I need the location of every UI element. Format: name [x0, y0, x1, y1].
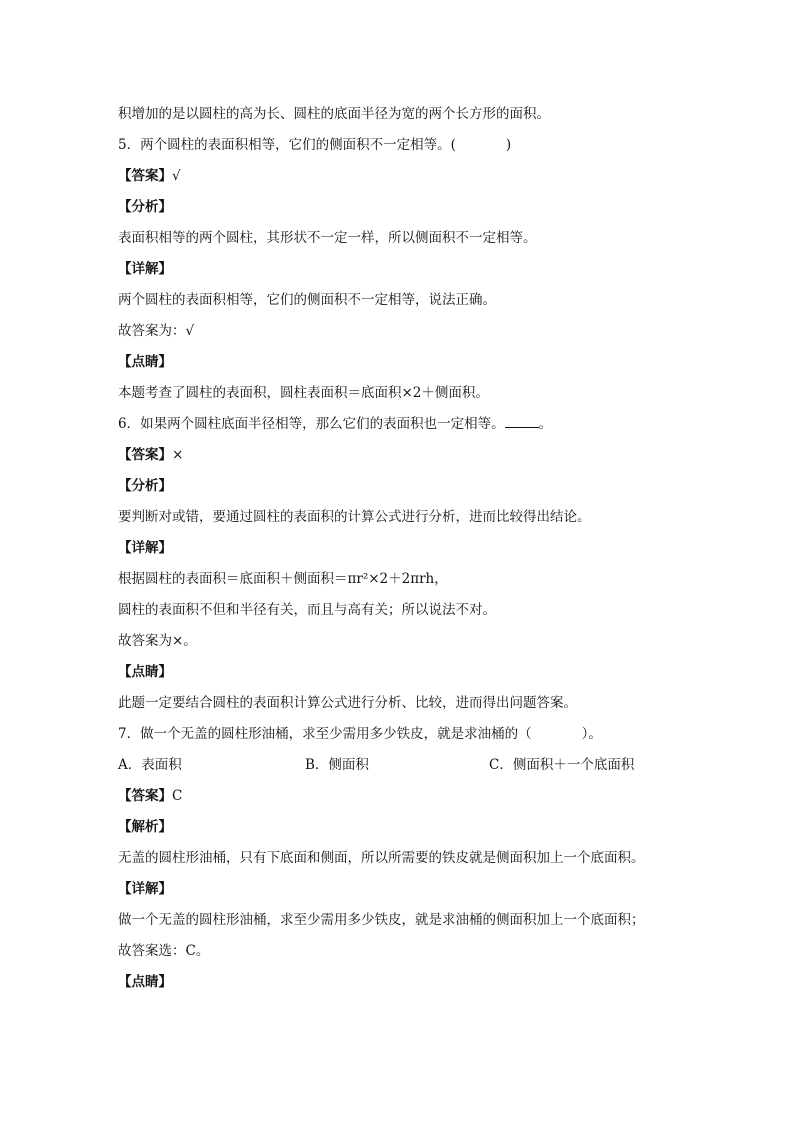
question-6 — [118, 411, 718, 442]
detail-text: 圆柱的表面积不但和半径有关，而且与高有关；所以说法不对。 — [118, 602, 496, 618]
detail-tag: 【详解】 — [118, 881, 172, 897]
question-end: 。 — [538, 416, 553, 432]
analysis-tag: 【分析】 — [118, 478, 172, 494]
detail-text: 两个圆柱的表面积相等，它们的侧面积不一定相等，说法正确。 — [118, 292, 496, 308]
option-c: C．侧面积＋一个底面积 — [489, 757, 635, 773]
option-b: B．侧面积 — [305, 757, 369, 773]
question-text: 7．做一个无盖的圆柱形油桶，求至少需用多少铁皮，就是求油桶的（ — [118, 726, 532, 742]
option-a: A．表面积 — [118, 757, 182, 773]
document-page — [118, 101, 718, 1000]
detail-text: 根据圆柱的表面积＝底面积＋侧面积＝πr²×2＋2πrh， — [118, 571, 448, 587]
analysis-text: 无盖的圆柱形油桶，只有下底面和侧面，所以所需要的铁皮就是侧面积加上一个底面积。 — [118, 850, 645, 866]
final-answer: 故答案为×。 — [118, 633, 197, 649]
point-text: 此题一定要结合圆柱的表面积计算公式进行分析、比较，进而得出问题答案。 — [118, 695, 577, 711]
point-tag: 【点睛】 — [118, 664, 172, 680]
final-answer: 故答案选：C。 — [118, 943, 210, 959]
point-text: 本题考查了圆柱的表面积，圆柱表面积＝底面积×2＋侧面积。 — [118, 385, 489, 401]
answer-blank — [505, 412, 539, 428]
analysis-text: 要判断对或错，要通过圆柱的表面积的计算公式进行分析，进而比较得出结论。 — [118, 509, 591, 525]
analysis-tag: 【解析】 — [118, 819, 172, 835]
point-tag: 【点睛】 — [118, 974, 172, 990]
options-row — [118, 752, 718, 783]
answer-value: C — [172, 788, 183, 804]
text-line: 积增加的是以圆柱的高为长、圆柱的底面半径为宽的两个长方形的面积。 — [118, 106, 550, 122]
question-text: 6．如果两个圆柱底面半径相等，那么它们的表面积也一定相等。 — [118, 416, 505, 432]
question-text: 5．两个圆柱的表面积相等，它们的侧面积不一定相等。( — [118, 137, 456, 153]
answer-tag: 【答案】 — [118, 168, 172, 184]
answer-line — [118, 783, 718, 814]
question-5 — [118, 132, 718, 163]
paren-close: ) — [505, 137, 512, 153]
final-answer: 故答案为：√ — [118, 323, 195, 339]
detail-tag: 【详解】 — [118, 261, 172, 277]
answer-line — [118, 163, 718, 194]
answer-line — [118, 442, 718, 473]
analysis-text: 表面积相等的两个圆柱，其形状不一定一样，所以侧面积不一定相等。 — [118, 230, 537, 246]
paren-close: ）。 — [581, 726, 602, 742]
answer-value: × — [172, 447, 184, 463]
answer-tag: 【答案】 — [118, 788, 172, 804]
question-7 — [118, 721, 718, 752]
detail-text: 做一个无盖的圆柱形油桶，求至少需用多少铁皮，就是求油桶的侧面积加上一个底面积； — [118, 912, 645, 928]
detail-tag: 【详解】 — [118, 540, 172, 556]
analysis-tag: 【分析】 — [118, 199, 172, 215]
point-tag: 【点睛】 — [118, 354, 172, 370]
answer-value: √ — [172, 168, 181, 184]
answer-tag: 【答案】 — [118, 447, 172, 463]
